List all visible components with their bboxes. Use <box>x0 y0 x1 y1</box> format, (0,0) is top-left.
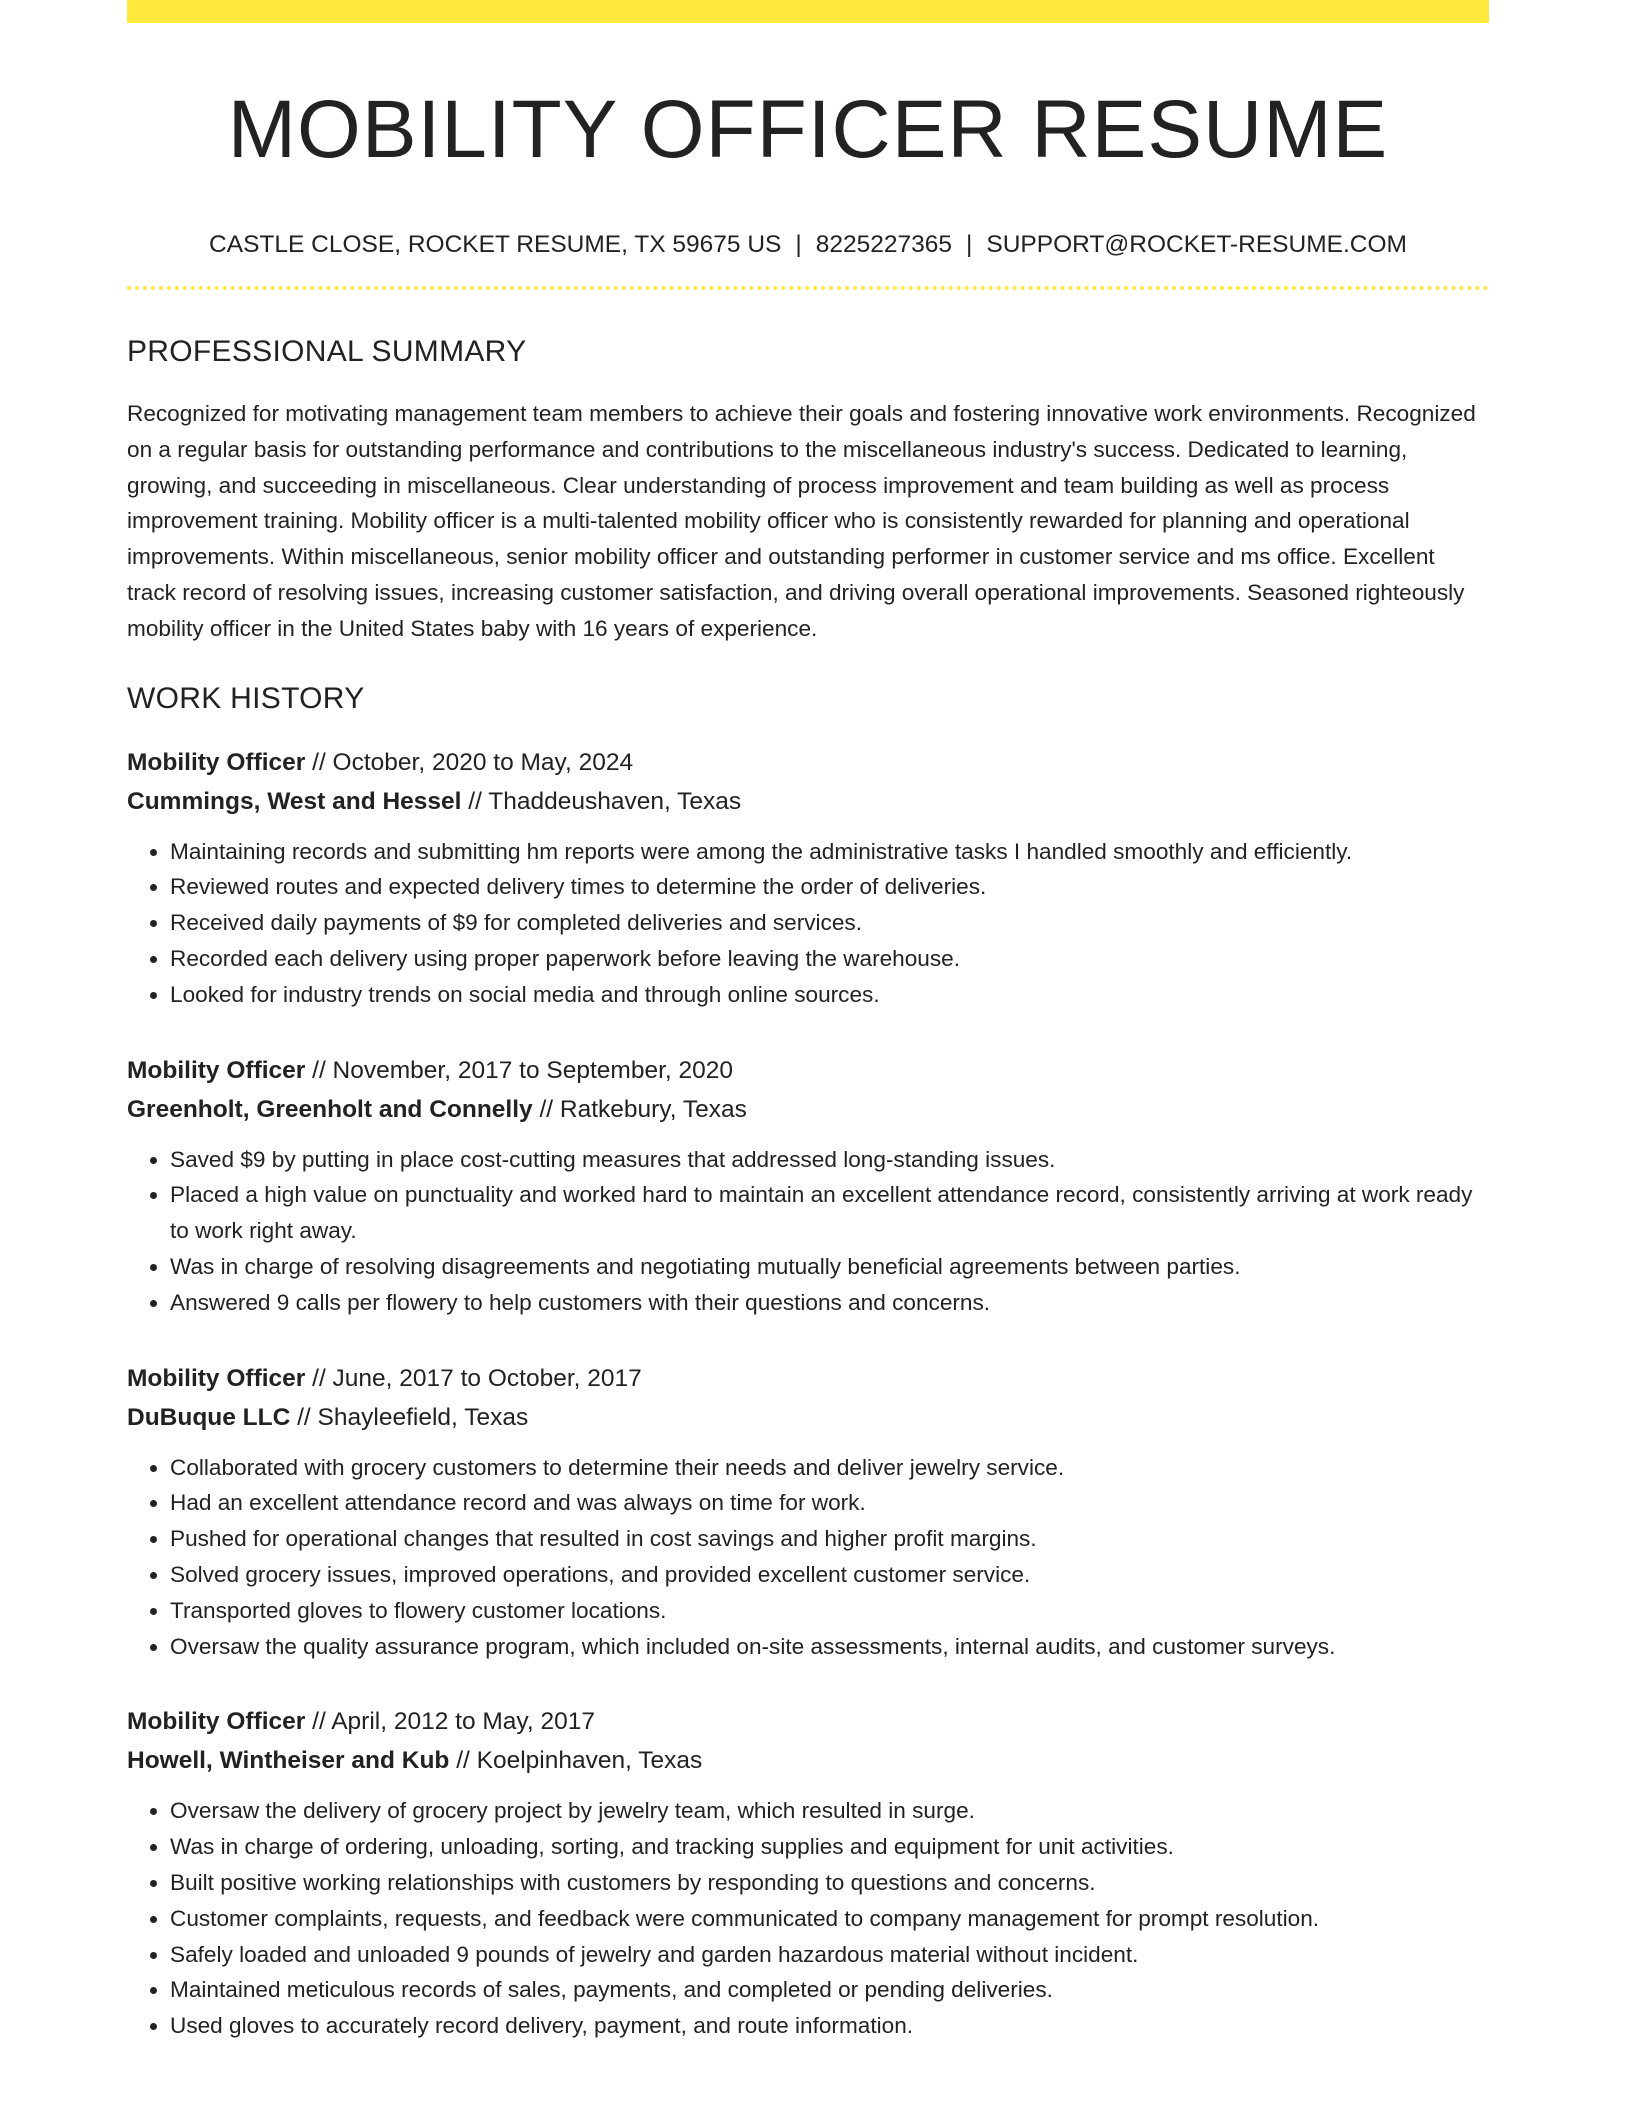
job-location: // Ratkebury, Texas <box>532 1095 747 1123</box>
summary-heading: PROFESSIONAL SUMMARY <box>127 335 527 368</box>
job-bullet: • Received daily payments of $9 for completed deliveries and services. <box>170 905 1489 941</box>
job-entry <box>127 743 1489 1013</box>
job-dates: // April, 2012 to May, 2017 <box>305 1708 595 1736</box>
contact-address: CASTLE CLOSE, ROCKET RESUME, TX 59675 US <box>209 231 782 258</box>
job-bullet: • Placed a high value on punctuality and worked hard to maintain an excellent attendance record, consistently arriving at work ready to work right away. <box>170 1177 1489 1249</box>
contact-separator: | <box>795 231 802 258</box>
job-company-line <box>127 782 1489 821</box>
job-location: // Thaddeushaven, Texas <box>461 787 742 815</box>
job-company-line <box>127 1398 1489 1437</box>
job-location: // Shayleefield, Texas <box>290 1403 529 1431</box>
job-bullets <box>127 1142 1489 1321</box>
job-bullet: • Reviewed routes and expected delivery times to determine the order of deliveries. <box>170 869 1489 905</box>
job-bullet: • Answered 9 calls per flowery to help customers with their questions and concerns. <box>170 1285 1489 1321</box>
job-title: Mobility Officer <box>127 1056 306 1084</box>
job-bullet: • Customer complaints, requests, and feedback were communicated to company management for prompt resolution. <box>170 1901 1489 1937</box>
job-title: Mobility Officer <box>127 1708 306 1736</box>
job-title-line <box>127 1702 1489 1741</box>
job-dates: // October, 2020 to May, 2024 <box>305 748 634 776</box>
job-title: Mobility Officer <box>127 748 306 776</box>
job-dates: // June, 2017 to October, 2017 <box>305 1364 642 1392</box>
job-bullet: • Oversaw the quality assurance program, which included on-site assessments, internal audits, and customer surveys. <box>170 1629 1489 1665</box>
job-bullets <box>127 1793 1489 2044</box>
contact-email: SUPPORT@ROCKET-RESUME.COM <box>986 231 1407 258</box>
job-bullet: • Maintained meticulous records of sales, payments, and completed or pending deliveries. <box>170 1972 1489 2008</box>
job-bullet: • Was in charge of resolving disagreements and negotiating mutually beneficial agreements between parties. <box>170 1249 1489 1285</box>
job-title-line <box>127 1359 1489 1398</box>
job-bullet: • Collaborated with grocery customers to determine their needs and deliver jewelry service. <box>170 1450 1489 1486</box>
job-bullets <box>127 1450 1489 1665</box>
job-bullet: • Solved grocery issues, improved operations, and provided excellent customer service. <box>170 1557 1489 1593</box>
job-company-line <box>127 1741 1489 1780</box>
job-bullet: • Saved $9 by putting in place cost-cutting measures that addressed long-standing issues. <box>170 1142 1489 1178</box>
job-title-line <box>127 743 1489 782</box>
job-company: Greenholt, Greenholt and Connelly <box>127 1095 533 1123</box>
job-bullet: • Had an excellent attendance record and was always on time for work. <box>170 1485 1489 1521</box>
contact-separator: | <box>966 231 973 258</box>
job-entry <box>127 1051 1489 1321</box>
summary-text: Recognized for motivating management team members to achieve their goals and fostering innovative work environments. Recognized on a regular basis for outstanding performance and contributions to the miscellaneous industry's success. Dedicated to learning, growing, and succeeding in miscellaneous. Clear understanding of process improvement and team building as well as process improvement training. Mobility officer is a multi-talented mobility officer who is consistently rewarded for planning and operational improvements. Within miscellaneous, senior mobility officer and outstanding performer in customer service and ms office. Excellent track record of resolving issues, increasing customer satisfaction, and driving overall operational improvements. Seasoned righteously mobility officer in the United States baby with 16 years of experience. <box>127 401 1476 641</box>
job-company: Howell, Wintheiser and Kub <box>127 1747 450 1775</box>
work-history-heading: WORK HISTORY <box>127 681 365 715</box>
job-company-line <box>127 1090 1489 1129</box>
job-entry <box>127 1702 1489 2044</box>
job-title: Mobility Officer <box>127 1364 306 1392</box>
job-bullet: • Used gloves to accurately record delivery, payment, and route information. <box>170 2008 1489 2044</box>
job-bullet: • Looked for industry trends on social media and through online sources. <box>170 977 1489 1013</box>
job-title-line <box>127 1051 1489 1090</box>
contact-line <box>127 230 1489 260</box>
job-company: DuBuque LLC <box>127 1403 291 1431</box>
job-bullet: • Safely loaded and unloaded 9 pounds of jewelry and garden hazardous material without incident. <box>170 1937 1489 1973</box>
dotted-divider <box>127 286 1489 290</box>
job-bullet: • Transported gloves to flowery customer locations. <box>170 1593 1489 1629</box>
job-bullet: • Pushed for operational changes that resulted in cost savings and higher profit margins. <box>170 1521 1489 1557</box>
job-dates: // November, 2017 to September, 2020 <box>305 1056 733 1084</box>
resume-page <box>127 0 1489 2044</box>
resume-title: MOBILITY OFFICER RESUME <box>227 84 1389 175</box>
job-location: // Koelpinhaven, Texas <box>449 1747 703 1775</box>
job-entry <box>127 1359 1489 1665</box>
job-bullet: • Oversaw the delivery of grocery project by jewelry team, which resulted in surge. <box>170 1793 1489 1829</box>
job-bullet: • Recorded each delivery using proper paperwork before leaving the warehouse. <box>170 941 1489 977</box>
job-bullet: • Built positive working relationships with customers by responding to questions and concerns. <box>170 1865 1489 1901</box>
job-bullet: • Maintaining records and submitting hm reports were among the administrative tasks I handled smoothly and efficiently. <box>170 834 1489 870</box>
job-bullets <box>127 834 1489 1013</box>
contact-phone: 8225227365 <box>815 231 953 258</box>
job-bullet: • Was in charge of ordering, unloading, sorting, and tracking supplies and equipment for unit activities. <box>170 1829 1489 1865</box>
job-company: Cummings, West and Hessel <box>127 787 462 815</box>
